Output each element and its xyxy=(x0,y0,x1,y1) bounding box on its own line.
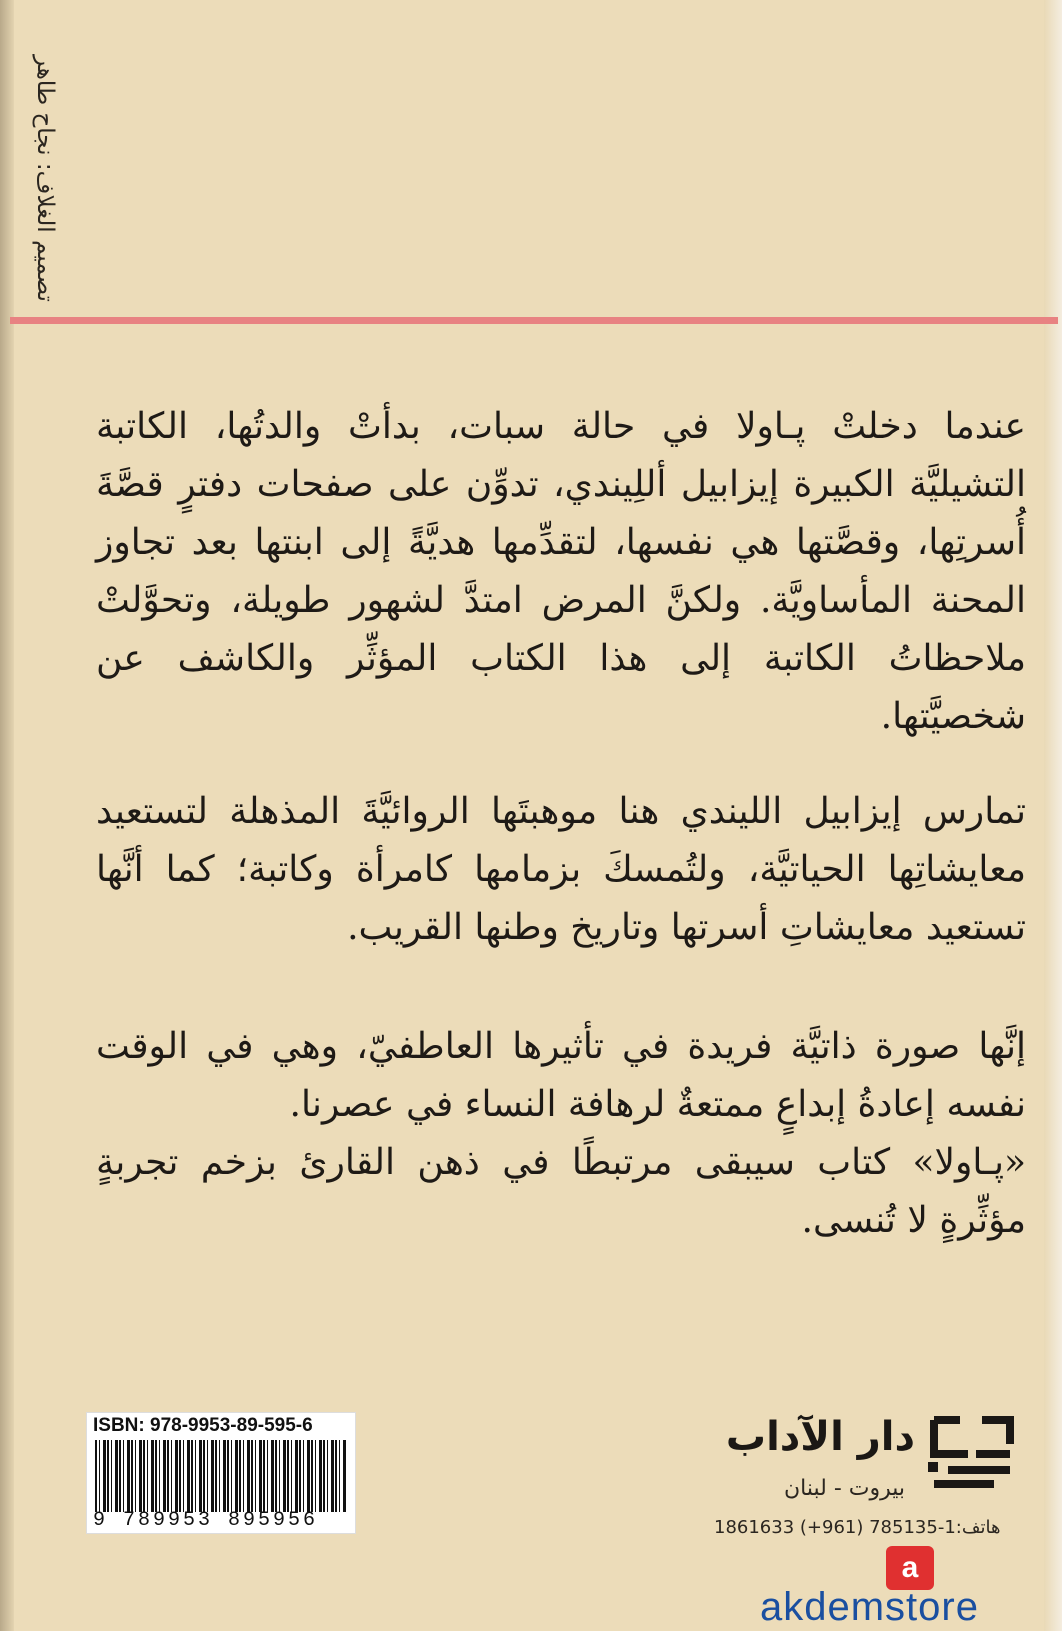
blurb-paragraph-4 xyxy=(96,1134,1026,1250)
blurb-paragraph-2 xyxy=(96,783,1026,957)
blurb-text: «پـاولا» كتاب سيبقى مرتبطًا في ذهن القارئ بزخم تجربةٍ مؤثِّرةٍ لا تُنسى. xyxy=(96,1142,1026,1241)
isbn-label: ISBN: 978-9953-89-595-6 xyxy=(93,1415,313,1436)
store-cart-icon: a xyxy=(886,1546,934,1590)
blurb-text: إنَّها صورة ذاتيَّة فريدة في تأثيرها العاطفيّ، وهي في الوقت نفسه إعادةُ إبداعٍ ممتعةٌ لرهافة النساء في عصرنا. xyxy=(96,1026,1026,1125)
barcode-digits: 9 789953 895956 xyxy=(93,1509,319,1532)
store-watermark: akdemstore xyxy=(760,1585,979,1629)
accent-divider xyxy=(10,317,1058,324)
blurb-paragraph-3 xyxy=(96,1018,1026,1134)
page-edge xyxy=(1044,0,1062,1631)
cover-design-credit: تصميم الغلاف: نجاح طاهر xyxy=(32,55,58,302)
publisher-logo-icon xyxy=(924,1414,1018,1490)
publisher-city: بيروت - لبنان xyxy=(784,1476,905,1501)
publisher-phone: هاتف:1-785135 (961+) 1861633 xyxy=(714,1517,1001,1538)
barcode-bars xyxy=(95,1440,347,1512)
blurb-text: تمارس إيزابيل الليندي هنا موهبتَها الروائيَّةَ المذهلة لتستعيد معايشاتِها الحياتيَّة، ولتُمسكَ بزمامها كامرأة وكاتبة؛ كما أنَّها تستعيد معايشاتِ أسرتها وتاريخ وطنها القريب. xyxy=(96,791,1026,948)
publisher-name: دار الآداب xyxy=(725,1414,915,1460)
blurb-paragraph-1 xyxy=(96,398,1026,746)
isbn-barcode xyxy=(86,1412,356,1534)
spine-edge xyxy=(0,0,14,1631)
blurb-text: عندما دخلتْ پـاولا في حالة سبات، بدأتْ والدتُها، الكاتبة التشيليَّة الكبيرة إيزابيل أللِيندي، تدوِّن على صفحات دفترٍ قصَّةَ أُسرتِها، وقصَّتها هي نفسها، لتقدِّمها هديَّةً إلى ابنتها بعد تجاوز المحنة المأساويَّة. ولكنَّ المرض امتدَّ لشهور طويلة، وتحوَّلتْ ملاحظاتُ الكاتبة إلى هذا الكتاب المؤثِّر والكاشف عن شخصيَّتها. xyxy=(96,406,1026,737)
